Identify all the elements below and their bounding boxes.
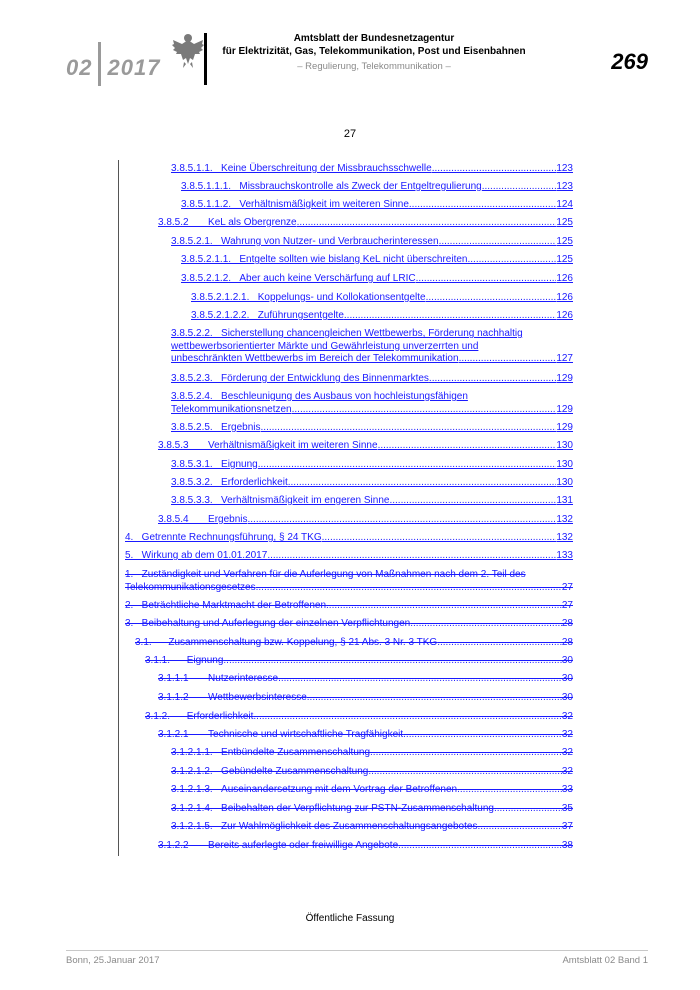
issue-number: [66, 46, 160, 90]
toc-entry-line: [158, 673, 573, 686]
toc-entry-text-line: wettbewerbsorientierter Märkte und Gewährleistung unverzerrten und: [171, 340, 479, 352]
toc-entry[interactable]: [158, 840, 573, 853]
toc-entry-line: [171, 422, 573, 435]
toc-entry[interactable]: [171, 821, 573, 834]
toc-entry-label: 3.8.5.2.3. Förderung der Entwicklung des Binnenmarktes: [171, 373, 429, 384]
toc-entry-label: 3.1.1. Eignung: [145, 655, 224, 666]
toc-entry[interactable]: [171, 747, 573, 760]
toc-entry[interactable]: [158, 514, 573, 527]
toc-leader-dots: [439, 236, 557, 249]
toc-entry-label: 3.8.5.3.2. Erforderlichkeit: [171, 477, 288, 488]
toc-entry-label: 3.8.5.3.1. Eignung: [171, 459, 258, 470]
toc-leader-dots: [278, 673, 562, 686]
toc-entry-label: 3.1.2. Erforderlichkeit: [145, 711, 254, 722]
toc-leader-dots: [482, 181, 557, 194]
toc-entry-page: 32: [561, 766, 573, 777]
toc-leader-dots: [429, 373, 556, 386]
toc-entry-line: [171, 803, 573, 816]
toc-entry[interactable]: [158, 217, 573, 230]
toc-leader-dots: [426, 292, 557, 305]
toc-entry-label: 3.8.5.2.5. Ergebnis: [171, 422, 261, 433]
toc-entry[interactable]: [171, 373, 573, 386]
toc-entry-page: 30: [561, 655, 573, 666]
toc-entry-page: 129: [556, 422, 573, 433]
toc-entry-line: [171, 404, 573, 417]
toc-entry-line: [158, 840, 573, 853]
footer-date: Bonn, 25.Januar 2017: [66, 955, 160, 966]
toc-entry-line: [171, 459, 573, 472]
toc-entry[interactable]: [158, 729, 573, 742]
toc-entry-line: [158, 514, 573, 527]
toc-entry[interactable]: [145, 711, 573, 724]
toc-entry-page: 125: [556, 236, 573, 247]
toc-entry-page: 126: [556, 292, 573, 303]
toc-entry-label: 3.1.2.1.2. Gebündelte Zusammenschaltung: [171, 766, 369, 777]
toc-entry-label: 3.1.1.2 Wettbewerbsinteresse: [158, 692, 307, 703]
document-page-number: 27: [343, 128, 357, 140]
toc-entry-page: 132: [556, 532, 573, 543]
toc-entry[interactable]: [125, 569, 573, 594]
toc-leader-dots: [322, 532, 557, 545]
toc-entry-line: [171, 373, 573, 386]
toc-entry[interactable]: [171, 422, 573, 435]
toc-entry[interactable]: [171, 803, 573, 816]
toc-entry-line: [135, 637, 573, 650]
toc-entry[interactable]: [158, 673, 573, 686]
page-number: 269: [611, 49, 648, 74]
toc-entry-label: 3.1.2.1 Technische und wirtschaftliche Tragfähigkeit: [158, 729, 404, 740]
toc-entry-label: unbeschränkten Wettbewerbs im Bereich der Telekommunikation: [171, 353, 459, 364]
toc-entry-line: [171, 784, 573, 797]
toc-entry[interactable]: [125, 550, 573, 563]
toc-entry[interactable]: [171, 477, 573, 490]
toc-entry-label: 4. Getrennte Rechnungsführung, § 24 TKG: [125, 532, 322, 543]
toc-leader-dots: [326, 600, 562, 613]
toc-entry-page: 132: [556, 514, 573, 525]
issue-year: 2017: [107, 55, 161, 80]
toc-leader-dots: [457, 784, 562, 797]
toc-entry[interactable]: [145, 655, 573, 668]
toc-entry-label: Telekommunikationsgesetzes: [125, 581, 256, 593]
toc-leader-dots: [432, 163, 557, 176]
toc-entry-label: 3.8.5.2.1.2.2. Zuführungsentgelte: [191, 310, 344, 321]
toc-entry-line: [181, 254, 573, 267]
toc-entry-line: [158, 729, 573, 742]
toc-entry-text-line: 3.8.5.2.4. Beschleunigung des Ausbaus von hochleistungsfähigen: [171, 391, 468, 402]
toc-entry-page: 129: [556, 373, 573, 384]
toc-leader-dots: [467, 254, 556, 267]
toc-entry-line: [171, 747, 573, 760]
toc-entry[interactable]: [171, 459, 573, 472]
toc-entry[interactable]: [191, 310, 573, 323]
toc-leader-dots: [398, 840, 562, 853]
toc-entry-label: 3.8.5.2 KeL als Obergrenze: [158, 217, 297, 228]
toc-leader-dots: [403, 729, 562, 742]
toc-entry-line: [158, 440, 573, 453]
toc-leader-dots: [368, 766, 562, 779]
toc-entry-page: 124: [556, 199, 573, 210]
publication-title-line2: für Elektrizität, Gas, Telekommunikation, Post und Eisenbahnen: [222, 46, 526, 57]
toc-entry-page: 32: [561, 729, 573, 740]
toc-entry-label: 3.8.5.2.1.2. Aber auch keine Verschärfung auf LRIC: [181, 273, 416, 284]
toc-entry-page: 126: [556, 310, 573, 321]
toc-leader-dots: [494, 803, 562, 816]
toc-entry-page: 28: [561, 637, 573, 648]
toc-entry-label: Telekommunikationsnetzen: [171, 403, 292, 415]
toc-entry[interactable]: [158, 440, 573, 453]
toc-entry[interactable]: [158, 692, 573, 705]
issue-label: 02: [66, 55, 93, 80]
toc-leader-dots: [258, 459, 557, 472]
toc-leader-dots: [344, 310, 556, 323]
issue-divider: [98, 42, 101, 86]
toc-entry-label: 3. Beibehaltung und Auferlegung der einzelnen Verpflichtungen: [125, 618, 411, 629]
toc-entry-line: [125, 582, 573, 595]
toc-entry[interactable]: [171, 391, 573, 416]
toc-entry-page: 32: [561, 711, 573, 722]
toc-entry-label: 3.8.5.1.1.1. Missbrauchskontrolle als Zweck der Entgeltregulierung: [181, 181, 482, 192]
toc-leader-dots: [416, 273, 557, 286]
toc-leader-dots: [248, 514, 557, 527]
toc-entry-page: 129: [556, 403, 573, 415]
toc-leader-dots: [223, 655, 561, 668]
toc-entry-line: [171, 477, 573, 490]
toc-entry[interactable]: [171, 495, 573, 508]
toc-entry-label: 3.8.5.1.1. Keine Überschreitung der Missbrauchsschwelle: [171, 163, 432, 174]
toc-leader-dots: [253, 711, 561, 724]
toc-entry-label: 5. Wirkung ab dem 01.01.2017: [125, 550, 268, 561]
toc-entry[interactable]: [171, 328, 573, 366]
toc-entry-line: [171, 163, 573, 176]
toc-entry-text-line: 3.8.5.2.2. Sicherstellung chancengleichen Wettbewerbs, Förderung nachhaltig: [171, 328, 523, 339]
toc-entry-page: 32: [561, 747, 573, 758]
header-bar: [204, 33, 207, 85]
toc-leader-dots: [267, 550, 556, 563]
toc-leader-dots: [370, 747, 562, 760]
toc-entry[interactable]: [125, 532, 573, 545]
toc-entry-page: 130: [556, 477, 573, 488]
publication-title-line1: Amtsblatt der Bundesnetzagentur: [293, 33, 455, 44]
toc-entry-label: 3.1.2.1.4. Beibehalten der Verpflichtung zur PSTN-Zusammenschaltung: [171, 803, 494, 814]
toc-entry-page: 30: [561, 673, 573, 684]
toc-leader-dots: [477, 821, 561, 834]
toc-entry-page: 125: [556, 217, 573, 228]
toc-entry[interactable]: [171, 236, 573, 249]
toc-leader-dots: [307, 692, 562, 705]
federal-eagle-icon: [170, 30, 206, 70]
toc-entry[interactable]: [171, 766, 573, 779]
toc-entry-label: 3.1.2.2 Bereits auferlegte oder freiwillige Angebote: [158, 840, 399, 851]
toc-entry[interactable]: [171, 784, 573, 797]
toc-entry-label: 3.8.5.3.3. Verhältnismäßigkeit im engeren Sinne: [171, 495, 390, 506]
toc-entry-label: 3.1.2.1.5. Zur Wahlmöglichkeit des Zusammenschaltungsangebotes: [171, 821, 478, 832]
toc-entry-page: 130: [556, 440, 573, 451]
toc-entry[interactable]: [191, 292, 573, 305]
toc-entry[interactable]: [125, 600, 573, 613]
toc-entry-label: 3.1.2.1.1. Entbündelte Zusammenschaltung: [171, 747, 371, 758]
toc-leader-dots: [261, 422, 557, 435]
toc-entry-page: 28: [561, 618, 573, 629]
toc-entry-page: 123: [556, 181, 573, 192]
toc-entry-label: 3.8.5.2.1.1. Entgelte sollten wie bislang KeL nicht überschreiten: [181, 254, 468, 265]
toc-entry-page: 30: [561, 692, 573, 703]
toc-entry-label: 3.8.5.1.1.2. Verhältnismäßigkeit im weiteren Sinne: [181, 199, 409, 210]
toc-entry[interactable]: [171, 163, 573, 176]
toc-entry-page: 125: [556, 254, 573, 265]
toc-entry-line: [145, 711, 573, 724]
toc-entry-line: [158, 217, 573, 230]
toc-entry-page: 33: [561, 784, 573, 795]
publication-subtitle: – Regulierung, Telekommunikation –: [297, 61, 451, 72]
toc-entry-line: [181, 273, 573, 286]
toc-leader-dots: [378, 440, 557, 453]
toc-entry-page: 27: [561, 600, 573, 611]
change-bar: [118, 160, 119, 856]
toc-entry-label: 3.8.5.3 Verhältnismäßigkeit im weiteren Sinne: [158, 440, 378, 451]
toc-entry-line: [145, 655, 573, 668]
toc-entry-line: [125, 532, 573, 545]
toc-entry-page: 37: [561, 821, 573, 832]
toc-entry[interactable]: [181, 254, 573, 267]
toc-leader-dots: [459, 353, 557, 366]
toc-entry-line: [171, 495, 573, 508]
toc-entry-line: [171, 766, 573, 779]
toc-leader-dots: [410, 618, 562, 631]
toc-entry-line: [171, 236, 573, 249]
toc-entry-line: [181, 199, 573, 212]
toc-entry[interactable]: [181, 181, 573, 194]
toc-entry-text-line: 1. Zuständigkeit und Verfahren für die Auferlegung von Maßnahmen nach dem 2. Teil des: [125, 569, 526, 580]
toc-leader-dots: [389, 495, 556, 508]
toc-entry-page: 38: [561, 840, 573, 851]
toc-entry-line: [125, 550, 573, 563]
toc-leader-dots: [292, 404, 557, 417]
toc-entry-label: 3.1. Zusammenschaltung bzw. Koppelung, § 21 Abs. 3 Nr. 3 TKG: [135, 637, 438, 648]
toc-entry-label: 3.8.5.2.1. Wahrung von Nutzer- und Verbraucherinteressen: [171, 236, 439, 247]
footer-divider: [66, 950, 648, 951]
toc-entry-line: [125, 600, 573, 613]
toc-entry-page: 131: [556, 495, 573, 506]
toc-leader-dots: [409, 199, 556, 212]
toc-entry[interactable]: [125, 618, 573, 631]
toc-entry-label: 3.8.5.2.1.2.1. Koppelungs- und Kollokationsentgelte: [191, 292, 426, 303]
toc-leader-dots: [256, 582, 562, 595]
toc-entry-label: 3.8.5.4 Ergebnis: [158, 514, 248, 525]
footer-publication: Amtsblatt 02 Band 1: [562, 955, 648, 966]
toc-entry[interactable]: [135, 637, 573, 650]
toc-entry-label: 3.1.1.1 Nutzerinteresse: [158, 673, 279, 684]
footer-classification: Öffentliche Fassung: [305, 913, 395, 924]
toc-entry-page: 130: [556, 459, 573, 470]
toc-entry-page: 27: [561, 581, 573, 593]
toc-entry-page: 123: [556, 163, 573, 174]
toc-entry-line: [181, 181, 573, 194]
publication-title: [212, 32, 536, 58]
toc-entry-label: 3.1.2.1.3. Auseinandersetzung mit dem Vortrag der Betroffenen: [171, 784, 458, 795]
toc-entry-page: 35: [561, 803, 573, 814]
toc-entry[interactable]: [181, 273, 573, 286]
toc-entry-line: [171, 353, 573, 366]
toc-entry-page: 133: [556, 550, 573, 561]
toc-entry-label: 2. Beträchtliche Marktmacht der Betroffenen: [125, 600, 327, 611]
toc-entry[interactable]: [181, 199, 573, 212]
toc-entry-line: [125, 618, 573, 631]
toc-entry-line: [171, 821, 573, 834]
toc-entry-page: 126: [556, 273, 573, 284]
toc-entry-line: [191, 310, 573, 323]
toc-entry-line: [158, 692, 573, 705]
toc-leader-dots: [297, 217, 557, 230]
toc-leader-dots: [437, 637, 562, 650]
toc-entry-page: 127: [556, 353, 573, 364]
toc-leader-dots: [288, 477, 557, 490]
toc-entry-line: [191, 292, 573, 305]
